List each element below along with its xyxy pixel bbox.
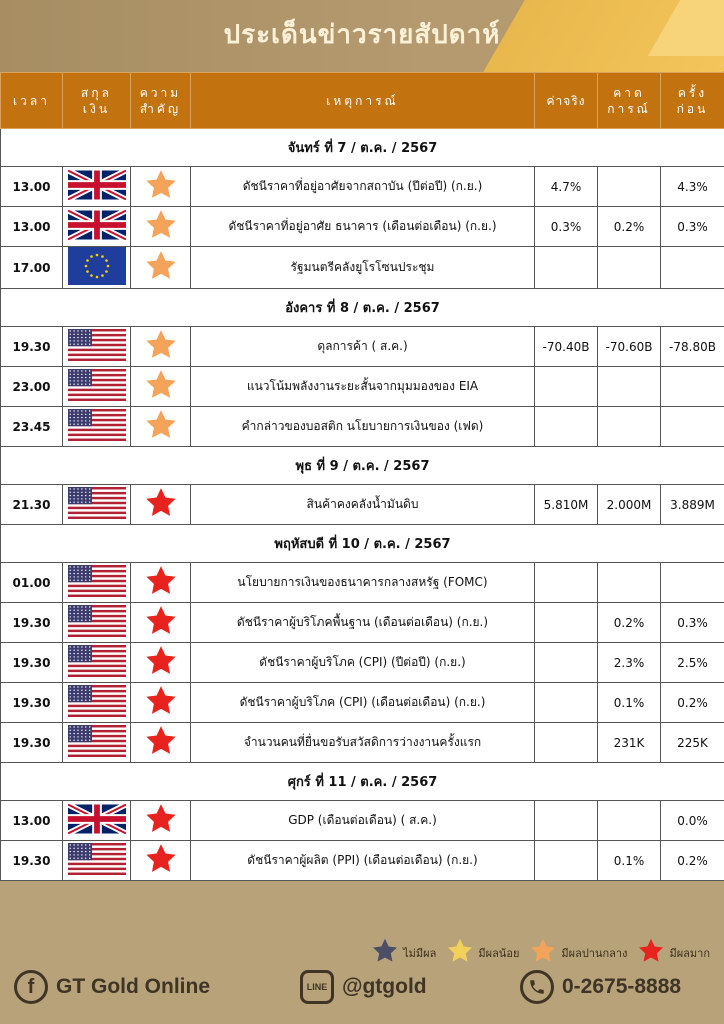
event-row xyxy=(1,485,724,525)
event-actual xyxy=(535,841,598,881)
day-header-row xyxy=(1,129,724,167)
event-row xyxy=(1,247,724,289)
header-forecast xyxy=(598,73,661,129)
facebook-name: GT Gold Online xyxy=(56,975,210,998)
legend-label: มีผลน้อย xyxy=(478,947,520,960)
us-flag-icon xyxy=(68,565,126,600)
event-row xyxy=(1,367,724,407)
importance xyxy=(131,327,191,367)
currency-flag xyxy=(63,801,131,841)
importance xyxy=(131,801,191,841)
event-time: 19.30 xyxy=(1,723,63,763)
day-header-row xyxy=(1,289,724,327)
importance xyxy=(131,603,191,643)
event-name: รัฐมนตรีคลังยูโรโซนประชุม xyxy=(191,247,535,289)
event-time: 23.00 xyxy=(1,367,63,407)
page-title: ประเด็นข่าวรายสัปดาห์ xyxy=(223,20,501,50)
currency-flag xyxy=(63,563,131,603)
uk-flag-icon xyxy=(68,804,126,837)
event-previous xyxy=(661,563,724,603)
importance xyxy=(131,207,191,247)
event-previous: 0.0% xyxy=(661,801,724,841)
phone-number: 0-2675-8888 xyxy=(562,975,682,998)
event-previous: 0.3% xyxy=(661,207,724,247)
currency-flag xyxy=(63,603,131,643)
event-forecast: 0.2% xyxy=(598,603,661,643)
medium-impact-star-icon xyxy=(144,208,178,245)
event-name: นโยบายการเงินของธนาคารกลางสหรัฐ (FOMC) xyxy=(191,563,535,603)
event-actual xyxy=(535,407,598,447)
us-flag-icon xyxy=(68,645,126,680)
us-flag-icon xyxy=(68,605,126,640)
event-time: 23.45 xyxy=(1,407,63,447)
header-importance-line2: สำคัญ xyxy=(139,101,182,116)
event-forecast xyxy=(598,563,661,603)
day-header-row xyxy=(1,525,724,563)
event-forecast xyxy=(598,407,661,447)
event-forecast xyxy=(598,801,661,841)
medium-impact-star-icon xyxy=(144,328,178,365)
event-time: 19.30 xyxy=(1,841,63,881)
event-forecast xyxy=(598,247,661,289)
importance xyxy=(131,367,191,407)
event-name: ดัชนีราคาผู้บริโภค (CPI) (เดือนต่อเดือน) (ก.ย.) xyxy=(191,683,535,723)
event-name: จำนวนคนที่ยื่นขอรับสวัสดิการว่างงานครั้งแรก xyxy=(191,723,535,763)
medium-impact-star-icon xyxy=(144,408,178,445)
event-actual xyxy=(535,683,598,723)
event-actual xyxy=(535,367,598,407)
currency-flag xyxy=(63,247,131,289)
event-name: ดุลการค้า ( ส.ค.) xyxy=(191,327,535,367)
event-previous: 225K xyxy=(661,723,724,763)
importance xyxy=(131,247,191,289)
importance xyxy=(131,841,191,881)
event-previous: 3.889M xyxy=(661,485,724,525)
header-actual: ค่าจริง xyxy=(535,73,598,129)
event-actual: 4.7% xyxy=(535,167,598,207)
currency-flag xyxy=(63,643,131,683)
event-name: แนวโน้มพลังงานระยะสั้นจากมุมมองของ EIA xyxy=(191,367,535,407)
event-actual xyxy=(535,643,598,683)
day-header-row xyxy=(1,763,724,801)
event-previous xyxy=(661,247,724,289)
day-label: อังคาร ที่ 8 / ต.ค. / 2567 xyxy=(1,289,724,327)
event-time: 19.30 xyxy=(1,643,63,683)
day-label: จันทร์ ที่ 7 / ต.ค. / 2567 xyxy=(1,129,724,167)
event-row xyxy=(1,327,724,367)
currency-flag xyxy=(63,841,131,881)
event-row xyxy=(1,841,724,881)
footer xyxy=(0,964,724,1010)
phone-icon xyxy=(520,970,554,1004)
day-label: พฤหัสบดี ที่ 10 / ต.ค. / 2567 xyxy=(1,525,724,563)
us-flag-icon xyxy=(68,843,126,878)
event-actual: -70.40B xyxy=(535,327,598,367)
eu-flag-icon xyxy=(68,247,126,288)
currency-flag xyxy=(63,327,131,367)
us-flag-icon xyxy=(68,487,126,522)
facebook-icon: f xyxy=(14,970,48,1004)
event-name: คำกล่าวของบอสติก นโยบายการเงินของ (เฟด) xyxy=(191,407,535,447)
footer-line[interactable] xyxy=(300,964,427,1010)
legend-label: มีผลมาก xyxy=(669,947,710,960)
currency-flag xyxy=(63,167,131,207)
event-forecast xyxy=(598,367,661,407)
event-name: ดัชนีราคาที่อยู่อาศัยจากสถาบัน (ปีต่อปี) (ก.ย.) xyxy=(191,167,535,207)
event-name: ดัชนีราคาผู้บริโภค (CPI) (ปีต่อปี) (ก.ย.) xyxy=(191,643,535,683)
importance xyxy=(131,407,191,447)
event-actual xyxy=(535,563,598,603)
day-label: ศุกร์ ที่ 11 / ต.ค. / 2567 xyxy=(1,763,724,801)
high-impact-star-icon xyxy=(144,802,178,839)
event-time: 17.00 xyxy=(1,247,63,289)
event-actual xyxy=(535,603,598,643)
event-previous: 4.3% xyxy=(661,167,724,207)
event-previous xyxy=(661,367,724,407)
event-name: GDP (เดือนต่อเดือน) ( ส.ค.) xyxy=(191,801,535,841)
currency-flag xyxy=(63,683,131,723)
uk-flag-icon xyxy=(68,210,126,243)
event-name: สินค้าคงคลังน้ำมันดิบ xyxy=(191,485,535,525)
event-time: 19.30 xyxy=(1,327,63,367)
us-flag-icon xyxy=(68,329,126,364)
header-previous xyxy=(661,73,724,129)
event-row xyxy=(1,167,724,207)
event-actual: 5.810M xyxy=(535,485,598,525)
event-name: ดัชนีราคาผู้ผลิต (PPI) (เดือนต่อเดือน) (ก.ย.) xyxy=(191,841,535,881)
header-previous-line2: ก่อน xyxy=(676,101,709,116)
event-actual xyxy=(535,247,598,289)
event-row xyxy=(1,801,724,841)
event-time: 19.30 xyxy=(1,603,63,643)
header-currency-line1: สกุล xyxy=(81,85,112,100)
uk-flag-icon xyxy=(68,170,126,203)
currency-flag xyxy=(63,207,131,247)
importance xyxy=(131,723,191,763)
event-forecast: -70.60B xyxy=(598,327,661,367)
event-row xyxy=(1,563,724,603)
day-label: พุธ ที่ 9 / ต.ค. / 2567 xyxy=(1,447,724,485)
event-time: 21.30 xyxy=(1,485,63,525)
header-previous-line1: ครั้ง xyxy=(677,85,708,100)
event-row xyxy=(1,207,724,247)
event-previous: 0.2% xyxy=(661,683,724,723)
currency-flag xyxy=(63,407,131,447)
us-flag-icon xyxy=(68,369,126,404)
footer-facebook[interactable] xyxy=(14,964,210,1010)
high-impact-star-icon xyxy=(144,604,178,641)
importance xyxy=(131,683,191,723)
medium-impact-star-icon xyxy=(144,368,178,405)
event-time: 13.00 xyxy=(1,207,63,247)
header-currency xyxy=(63,73,131,129)
event-row xyxy=(1,603,724,643)
high-impact-star-icon xyxy=(144,644,178,681)
legend-label: มีผลปานกลาง xyxy=(561,947,628,960)
importance xyxy=(131,643,191,683)
event-forecast: 2.000M xyxy=(598,485,661,525)
event-name: ดัชนีราคาที่อยู่อาศัย ธนาคาร (เดือนต่อเดือน) (ก.ย.) xyxy=(191,207,535,247)
event-time: 01.00 xyxy=(1,563,63,603)
event-forecast: 0.1% xyxy=(598,841,661,881)
event-forecast: 2.3% xyxy=(598,643,661,683)
us-flag-icon xyxy=(68,685,126,720)
event-previous: 0.3% xyxy=(661,603,724,643)
event-time: 13.00 xyxy=(1,167,63,207)
footer-phone[interactable] xyxy=(520,964,681,1010)
event-time: 19.30 xyxy=(1,683,63,723)
header-importance-line1: ความ xyxy=(139,85,182,100)
medium-impact-star-icon xyxy=(144,168,178,205)
event-forecast: 231K xyxy=(598,723,661,763)
header-currency-line2: เงิน xyxy=(82,101,111,116)
table-header-row xyxy=(1,73,724,129)
importance xyxy=(131,167,191,207)
importance xyxy=(131,563,191,603)
high-impact-star-icon xyxy=(144,564,178,601)
high-impact-star-icon xyxy=(144,486,178,523)
high-impact-star-icon xyxy=(144,684,178,721)
event-row xyxy=(1,683,724,723)
header-forecast-line2: การณ์ xyxy=(607,101,651,116)
event-time: 13.00 xyxy=(1,801,63,841)
importance xyxy=(131,485,191,525)
legend-label: ไม่มีผล xyxy=(403,947,437,960)
header-forecast-line1: คาด xyxy=(613,85,645,100)
currency-flag xyxy=(63,723,131,763)
header-event: เหตุการณ์ xyxy=(191,73,535,129)
medium-impact-star-icon xyxy=(144,249,178,286)
event-forecast xyxy=(598,167,661,207)
high-impact-star-icon xyxy=(144,724,178,761)
currency-flag xyxy=(63,485,131,525)
event-actual xyxy=(535,801,598,841)
event-row xyxy=(1,407,724,447)
header-time: เวลา xyxy=(1,73,63,129)
event-actual: 0.3% xyxy=(535,207,598,247)
economic-calendar-table xyxy=(0,72,724,881)
event-actual xyxy=(535,723,598,763)
event-previous: -78.80B xyxy=(661,327,724,367)
event-name: ดัชนีราคาผู้บริโภคพื้นฐาน (เดือนต่อเดือน) (ก.ย.) xyxy=(191,603,535,643)
event-previous: 0.2% xyxy=(661,841,724,881)
event-previous xyxy=(661,407,724,447)
event-forecast: 0.2% xyxy=(598,207,661,247)
day-header-row xyxy=(1,447,724,485)
us-flag-icon xyxy=(68,725,126,760)
event-row xyxy=(1,723,724,763)
event-row xyxy=(1,643,724,683)
high-impact-star-icon xyxy=(144,842,178,879)
line-icon: LINE xyxy=(300,970,334,1004)
line-id: @gtgold xyxy=(342,975,427,998)
event-previous: 2.5% xyxy=(661,643,724,683)
event-forecast: 0.1% xyxy=(598,683,661,723)
header-importance xyxy=(131,73,191,129)
us-flag-icon xyxy=(68,409,126,444)
currency-flag xyxy=(63,367,131,407)
